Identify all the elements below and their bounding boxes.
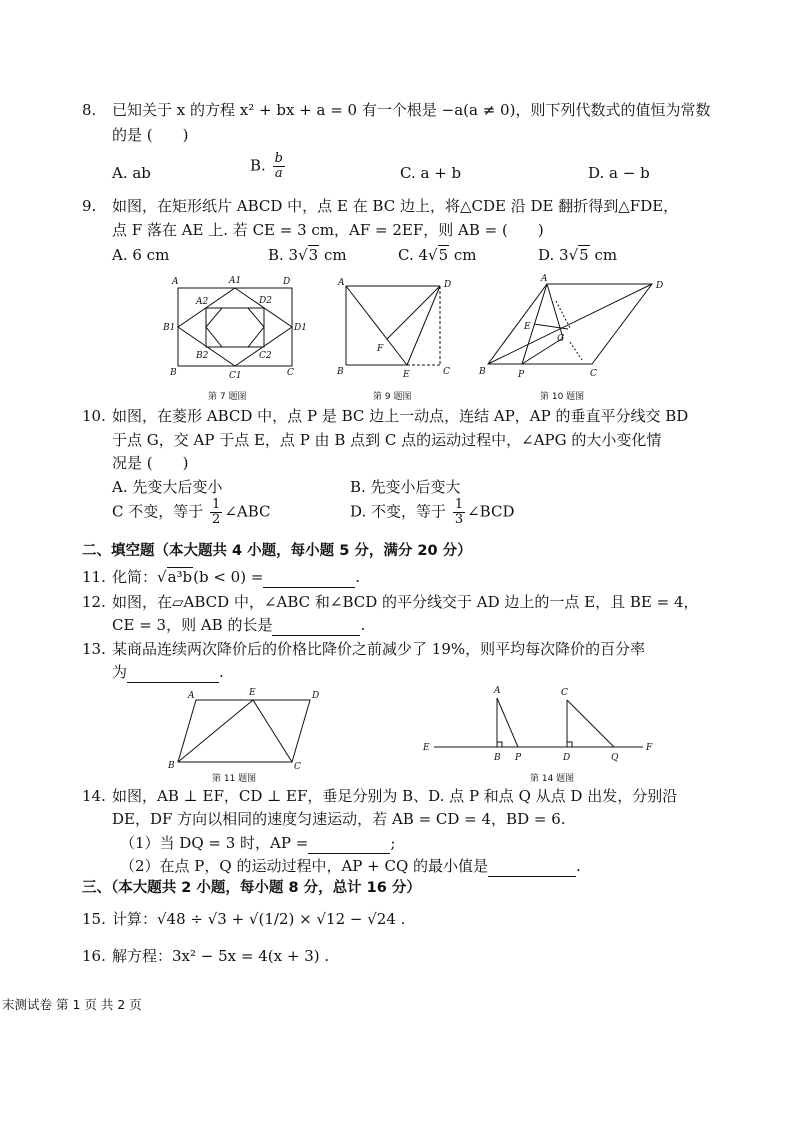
- q9-option-b-pre: B. 3√: [268, 246, 308, 264]
- q11-expression: [112, 566, 360, 588]
- fig7-label-d2: D2: [259, 296, 272, 306]
- q15-number: 15.: [82, 910, 106, 928]
- fig14-label-b: B: [494, 753, 501, 763]
- fig14-label-c: C: [561, 688, 568, 698]
- page-footer: 末测试卷 第 1 页 共 2 页: [2, 997, 142, 1012]
- fig14-label-a: A: [494, 686, 501, 696]
- figures-row-1: [0, 268, 794, 408]
- q9-stem-line2: 点 F 落在 AE 上. 若 CE = 3 cm，AF = 2EF，则 AB = ( ): [112, 221, 544, 239]
- q10-stem-line2: 于点 G，交 AP 于点 E，点 P 由 B 点到 C 点的运动过程中，∠APG 的大小变化情: [112, 431, 662, 449]
- q10-number: 10.: [82, 407, 106, 425]
- q16-number: 16.: [82, 947, 106, 965]
- q11-answer-blank[interactable]: [263, 571, 355, 588]
- q12-answer-blank[interactable]: [272, 619, 360, 636]
- fig11-label-a: A: [188, 691, 195, 701]
- fig10-label-c: C: [590, 369, 597, 379]
- figure-14: [434, 698, 643, 747]
- q9-option-c-radicand: 5: [438, 246, 449, 264]
- fig7-label-b1: B1: [163, 323, 176, 333]
- q10-stem-line1: 如图，在菱形 ABCD 中，点 P 是 BC 边上一动点，连结 AP，AP 的垂直平分线交 BD: [112, 407, 689, 425]
- q8-option-a: A. ab: [112, 164, 151, 182]
- section-2-heading: 二、填空题（本大题共 4 小题，每小题 5 分，满分 20 分）: [82, 543, 472, 559]
- q10-option-c-fraction: [210, 498, 222, 527]
- q8-option-c: C. a + b: [400, 164, 462, 182]
- q8-option-b-numerator: b: [274, 151, 283, 166]
- fig7-label-d: D: [283, 277, 291, 287]
- q12-line2-end: .: [360, 616, 366, 634]
- fig9-label-d: D: [444, 280, 452, 290]
- q10-option-a: A. 先变大后变小: [112, 478, 223, 496]
- q13-line2-end: .: [219, 663, 224, 681]
- q14-sub2: [120, 855, 581, 877]
- fig7-label-a: A: [172, 277, 179, 287]
- q13-stem-line2: [112, 661, 224, 683]
- q10-option-d-denominator: 3: [454, 512, 464, 527]
- q9-stem-line1: 如图，在矩形纸片 ABCD 中，点 E 在 BC 边上，将△CDE 沿 DE 翻折得到△FDE，: [112, 197, 679, 215]
- q14-stem-line1: 如图，AB ⊥ EF，CD ⊥ EF，垂足分别为 B、D. 点 P 和点 Q 从点 D 出发，分别沿: [112, 787, 678, 805]
- q9-option-d: [538, 244, 617, 266]
- q8-option-b-fraction: [273, 152, 285, 181]
- fig11-label-c: C: [294, 762, 301, 772]
- q11-end: .: [355, 568, 361, 586]
- q10-option-c-denominator: 2: [212, 512, 221, 527]
- fig9-label-c: C: [443, 367, 450, 377]
- fig10-label-b: B: [479, 367, 486, 377]
- fig7-label-d1: D1: [294, 323, 307, 333]
- fig7-label-c1: C1: [229, 371, 242, 381]
- figures-row-2: [0, 684, 794, 788]
- fig9-caption: 第 9 题图: [373, 392, 412, 402]
- q13-line2-pre: 为: [112, 663, 128, 681]
- q8-option-b-label: B.: [250, 156, 266, 175]
- q14-sub1: [120, 832, 395, 854]
- q9-option-a: A. 6 cm: [112, 246, 170, 264]
- fig11-caption: 第 11 题图: [212, 774, 257, 784]
- q14-sub1-answer-blank[interactable]: [308, 837, 390, 854]
- q14-sub2-pre: （2）在点 P，Q 的运动过程中，AP + CQ 的最小值是: [120, 857, 489, 875]
- fig7-label-b2: B2: [196, 351, 209, 361]
- fig10-label-d: D: [656, 281, 664, 291]
- fig10-label-a: A: [541, 274, 548, 284]
- q8-option-b: [250, 152, 287, 181]
- q9-option-c-post: cm: [449, 246, 477, 264]
- q10-option-d-post: ∠BCD: [467, 502, 515, 521]
- section-3-heading: 三、（本大题共 2 小题，每小题 8 分，总计 16 分）: [82, 880, 421, 896]
- fig10-label-g: G: [557, 334, 565, 344]
- fig10-label-e: E: [524, 322, 531, 332]
- q13-answer-blank[interactable]: [127, 666, 219, 683]
- fig10-caption: 第 10 题图: [540, 392, 585, 402]
- fig7-label-a1: A1: [229, 276, 242, 286]
- q11-number: 11.: [82, 568, 106, 586]
- q8-stem-line1: 已知关于 x 的方程 x² + bx + a = 0 有一个根是 −a(a ≠ 0)，则下列代数式的值恒为常数: [112, 101, 711, 119]
- figure-10: [488, 284, 652, 364]
- q10-option-c-pre: C 不变，等于: [112, 502, 204, 521]
- q14-stem-line2: DE，DF 方向以相同的速度匀速运动，若 AB = CD = 4，BD = 6.: [112, 810, 566, 828]
- q9-option-c: [398, 244, 477, 266]
- q9-number: 9.: [82, 197, 97, 215]
- q10-option-d-pre: D. 不变，等于: [350, 502, 447, 521]
- fig14-label-e: E: [423, 743, 430, 753]
- fig14-label-q: Q: [611, 753, 619, 763]
- fig14-label-p: P: [515, 753, 522, 763]
- fig9-label-a: A: [338, 278, 345, 288]
- q8-option-b-denominator: a: [274, 166, 283, 181]
- q9-option-c-pre: C. 4√: [398, 246, 438, 264]
- fig7-caption: 第 7 题图: [208, 392, 247, 402]
- q12-number: 12.: [82, 593, 106, 611]
- q13-stem-line1: 某商品连续两次降价后的价格比降价之前减少了 19%，则平均每次降价的百分率: [112, 640, 646, 658]
- fig10-label-p: P: [518, 370, 525, 380]
- fig14-caption: 第 14 题图: [530, 774, 575, 784]
- q8-number: 8.: [82, 101, 97, 119]
- q11-pre: 化简：√: [112, 568, 167, 586]
- q16-equation: 解方程：3x² − 5x = 4(x + 3) .: [112, 947, 330, 965]
- q9-option-d-post: cm: [589, 246, 618, 264]
- q11-condition: (b < 0) =: [193, 568, 264, 586]
- q10-option-c-post: ∠ABC: [224, 502, 271, 521]
- q8-option-d: D. a − b: [588, 164, 650, 182]
- q14-sub2-answer-blank[interactable]: [488, 860, 576, 877]
- q15-expression: 计算：√48 ÷ √3 + √(1/2) × √12 − √24 .: [112, 910, 406, 928]
- q9-option-b: [268, 244, 347, 266]
- q10-option-d-numerator: 1: [454, 497, 464, 512]
- fig11-label-b: B: [168, 761, 175, 771]
- q9-option-b-post: cm: [319, 246, 347, 264]
- q10-option-b: B. 先变小后变大: [350, 478, 461, 496]
- fig14-label-d: D: [563, 753, 571, 763]
- q9-option-b-radicand: 3: [308, 246, 319, 264]
- q13-number: 13.: [82, 640, 106, 658]
- q14-sub2-end: .: [576, 857, 581, 875]
- fig9-label-b: B: [337, 367, 344, 377]
- q8-stem-line2: 的是 ( ): [112, 126, 189, 144]
- fig11-label-e: E: [249, 688, 256, 698]
- q10-option-d-fraction: [453, 498, 465, 527]
- q9-option-d-radicand: 5: [579, 246, 589, 264]
- q14-number: 14.: [82, 787, 106, 805]
- q14-sub1-pre: （1）当 DQ = 3 时，AP =: [120, 834, 309, 852]
- q11-radicand: a³b: [167, 568, 193, 586]
- fig11-label-d: D: [312, 691, 320, 701]
- q9-option-d-pre: D. 3√: [538, 246, 579, 264]
- fig14-label-f: F: [646, 743, 653, 753]
- fig9-label-f: F: [377, 344, 384, 354]
- q10-option-c-numerator: 1: [212, 497, 221, 512]
- q10-option-d: [350, 498, 514, 527]
- q14-sub1-end: ;: [390, 834, 396, 852]
- fig7-label-c: C: [287, 368, 294, 378]
- figure-11: [178, 700, 310, 762]
- q10-option-c: [112, 498, 271, 527]
- q10-stem-line3: 况是 ( ): [112, 454, 189, 472]
- q12-line2-pre: CE = 3，则 AB 的长是: [112, 616, 273, 634]
- figure-9: [346, 286, 440, 365]
- fig7-label-b: B: [170, 368, 177, 378]
- fig7-label-c2: C2: [259, 351, 272, 361]
- q12-stem-line2: [112, 614, 365, 636]
- q12-stem-line1: 如图，在▱ABCD 中，∠ABC 和∠BCD 的平分线交于 AD 边上的一点 E，且 BE = 4，: [112, 593, 699, 611]
- fig9-label-e: E: [403, 370, 410, 380]
- fig7-label-a2: A2: [196, 297, 209, 307]
